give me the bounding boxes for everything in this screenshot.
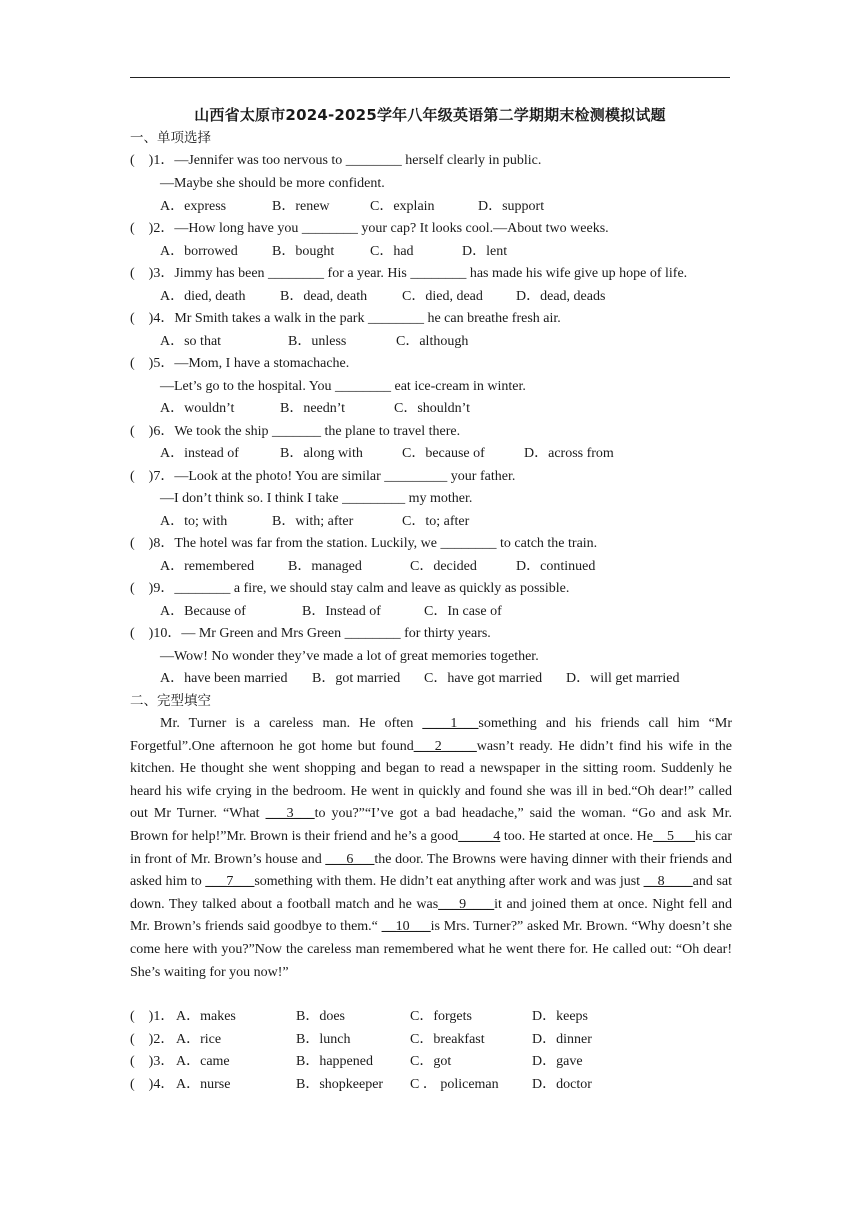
option-a[interactable]: A．borrowed xyxy=(160,244,238,259)
question-stem: ( )7．—Look at the photo! You are similar _________ your father. xyxy=(130,469,516,484)
option-b[interactable]: B．happened xyxy=(296,1054,373,1069)
option-d[interactable]: D．gave xyxy=(532,1054,583,1069)
passage-text: it and joined them at once. Night fell and Mr. Brown’s friends said goodbye to them.“ xyxy=(130,896,732,935)
cloze-item-number: ( )4． xyxy=(130,1077,175,1092)
option-b[interactable]: B．along with xyxy=(280,446,363,461)
question-stem: ( )8．The hotel was far from the station. Luckily, we ________ to catch the train. xyxy=(130,536,598,551)
option-c[interactable]: C．explain xyxy=(370,199,435,214)
question-stem-reply: —Let’s go to the hospital. You ________ eat ice-cream in winter. xyxy=(160,379,526,394)
option-a[interactable]: A．express xyxy=(160,199,227,214)
passage-text: something and his friends call him “Mr Forgetful”.One afternoon he got home but found xyxy=(130,716,733,754)
option-d[interactable]: D．across from xyxy=(524,446,614,461)
passage-text: his car in front of Mr. Brown’s house and xyxy=(130,828,732,867)
option-a[interactable]: A．died, death xyxy=(160,289,246,304)
question-stem: ( )9．________ a fire, we should stay calm and leave as quickly as possible. xyxy=(130,581,570,596)
question-stem: ( )6．We took the ship _______ the plane to travel there. xyxy=(130,424,461,439)
blank-9[interactable]: ___9____ xyxy=(438,896,495,912)
option-a[interactable]: A．Because of xyxy=(160,604,246,619)
option-a[interactable]: A．to; with xyxy=(160,514,228,529)
option-c[interactable]: C．although xyxy=(396,334,469,349)
option-a[interactable]: A．wouldn’t xyxy=(160,401,235,416)
blank-1[interactable]: ____1___ xyxy=(422,716,479,731)
option-b[interactable]: B．unless xyxy=(288,334,347,349)
option-c[interactable]: C．forgets xyxy=(410,1009,472,1024)
cloze-item-number: ( )1． xyxy=(130,1009,175,1024)
option-d[interactable]: D．doctor xyxy=(532,1077,592,1092)
option-d[interactable]: D．support xyxy=(478,199,545,214)
option-c[interactable]: C．In case of xyxy=(424,604,502,619)
option-a[interactable]: A．have been married xyxy=(160,671,288,686)
blank-5[interactable]: __5___ xyxy=(653,828,696,844)
option-d[interactable]: D．continued xyxy=(516,559,596,574)
option-c[interactable]: C．breakfast xyxy=(410,1032,485,1047)
option-d[interactable]: D．will get married xyxy=(566,671,680,686)
cloze-item-number: ( )3． xyxy=(130,1054,175,1069)
option-b[interactable]: B．with; after xyxy=(272,514,354,529)
blank-7[interactable]: ___7___ xyxy=(205,874,255,890)
option-c[interactable]: C．shouldn’t xyxy=(394,401,470,416)
option-b[interactable]: B．renew xyxy=(272,199,330,214)
blank-6[interactable]: ___6___ xyxy=(325,851,375,867)
option-a[interactable]: A．makes xyxy=(176,1009,236,1024)
passage-text: is Mrs. Turner?” asked Mr. Brown. “Why doesn’t she come here with you?”Now the careless man remembered what he went there for. He called out: “Oh dear! She’s waiting for you now!” xyxy=(130,919,732,980)
option-a[interactable]: A．instead of xyxy=(160,446,239,461)
page-title: 山西省太原市2024-2025学年八年级英语第二学期期末检测模拟试题 xyxy=(194,106,666,124)
blank-4[interactable]: _____4 xyxy=(458,828,501,844)
option-c[interactable]: C．have got married xyxy=(424,671,543,686)
option-b[interactable]: B．lunch xyxy=(296,1032,351,1047)
header-rule xyxy=(130,77,730,78)
question-stem: ( )3．Jimmy has been ________ for a year. His ________ has made his wife give up hope of life. xyxy=(130,266,688,281)
question-stem: ( )1．—Jennifer was too nervous to ________ herself clearly in public. xyxy=(130,153,542,168)
option-d[interactable]: D．dinner xyxy=(532,1032,592,1047)
blank-2[interactable]: ___2_____ xyxy=(413,738,477,754)
question-stem: ( )2．—How long have you ________ your cap? It looks cool.—About two weeks. xyxy=(130,221,609,236)
passage-text: to you?”“I’ve got a bad headache,” said the woman. “Go and ask Mr. Brown for help!”Mr. Brown is their friend and he’s a good xyxy=(130,806,732,844)
option-c[interactable]: C．got xyxy=(410,1054,452,1069)
option-d[interactable]: D．lent xyxy=(462,244,508,259)
question-stem: ( )5．—Mom, I have a stomachache. xyxy=(130,356,350,371)
option-c[interactable]: C．because of xyxy=(402,446,485,461)
question-stem-reply: —I don’t think so. I think I take _________ my mother. xyxy=(160,491,473,506)
option-b[interactable]: B．got married xyxy=(312,671,401,686)
option-a[interactable]: A．remembered xyxy=(160,559,255,574)
option-a[interactable]: A．nurse xyxy=(176,1077,231,1092)
option-b[interactable]: B．shopkeeper xyxy=(296,1077,384,1092)
option-c[interactable]: C ． policeman xyxy=(410,1077,499,1092)
section-heading-cloze: 二、完型填空 xyxy=(130,693,211,709)
option-b[interactable]: B．needn’t xyxy=(280,401,346,416)
cloze-passage xyxy=(130,713,732,984)
option-a[interactable]: A．so that xyxy=(160,334,222,349)
blank-10[interactable]: __10___ xyxy=(381,919,431,935)
option-c[interactable]: C．had xyxy=(370,244,414,259)
option-c[interactable]: C．decided xyxy=(410,559,477,574)
question-stem-reply: —Maybe she should be more confident. xyxy=(160,176,385,191)
option-b[interactable]: B．managed xyxy=(288,559,362,574)
option-b[interactable]: B．dead, death xyxy=(280,289,368,304)
passage-text: wasn’t ready. He didn’t find his wife in the kitchen. He thought she went shopping and began to read a newspaper in the sitting room. Suddenly he heard his wife crying in the bedroom. He went in quickly and found she was ill in bed.“Oh dear!” called out Mr Turner. “What xyxy=(130,738,732,822)
question-stem-reply: —Wow! No wonder they’ve made a lot of great memories together. xyxy=(160,649,539,664)
passage-text: something with them. He didn’t eat anything after work and was just xyxy=(254,874,644,890)
option-a[interactable]: A．came xyxy=(176,1054,230,1069)
passage-text: the door. The Browns were having dinner with their friends and asked him to xyxy=(130,851,732,890)
blank-8[interactable]: __8____ xyxy=(643,874,693,890)
passage-text: and sat down. They talked about a football match and he was xyxy=(130,874,733,912)
passage-text: Mr. Turner is a careless man. He often xyxy=(160,716,423,731)
option-d[interactable]: D．dead, deads xyxy=(516,289,606,304)
cloze-item-number: ( )2． xyxy=(130,1032,175,1047)
question-stem: ( )10．— Mr Green and Mrs Green ________ for thirty years. xyxy=(130,626,491,641)
section-heading-single-choice: 一、单项选择 xyxy=(130,130,211,146)
option-b[interactable]: B．bought xyxy=(272,244,335,259)
option-a[interactable]: A．rice xyxy=(176,1032,222,1047)
option-d[interactable]: D．keeps xyxy=(532,1009,588,1024)
option-c[interactable]: C．to; after xyxy=(402,514,470,529)
option-b[interactable]: B．does xyxy=(296,1009,345,1024)
passage-text: too. He started at once. He xyxy=(500,828,654,844)
option-b[interactable]: B．Instead of xyxy=(302,604,381,619)
question-stem: ( )4．Mr Smith takes a walk in the park ________ he can breathe fresh air. xyxy=(130,311,561,326)
blank-3[interactable]: ___3___ xyxy=(265,806,315,822)
option-c[interactable]: C．died, dead xyxy=(402,289,483,304)
